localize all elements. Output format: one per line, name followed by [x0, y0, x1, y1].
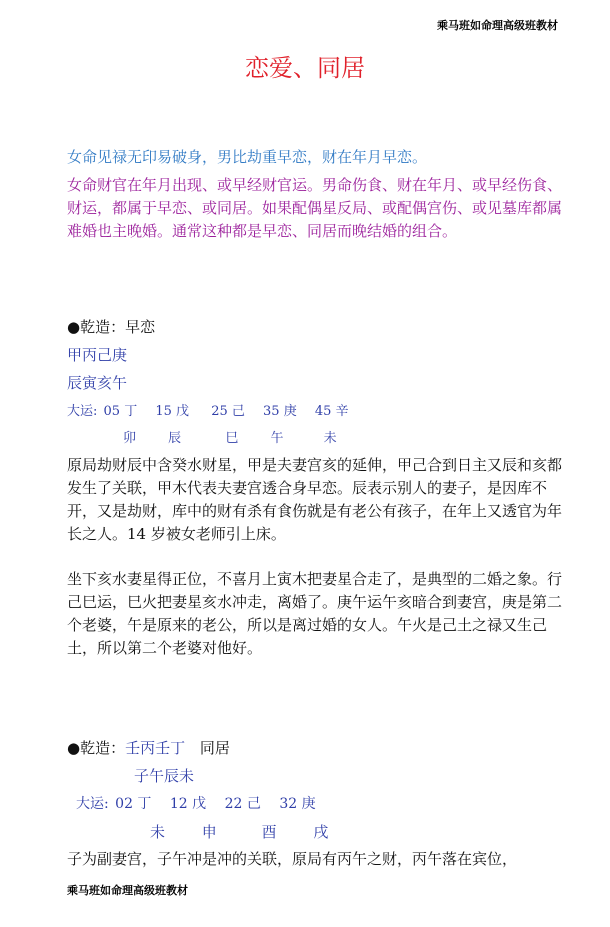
case1-heading: ●乾造：早恋 — [67, 318, 156, 336]
case1-branches: 辰寅亥午 — [67, 374, 128, 392]
page-title: 恋爱、同居 — [245, 54, 365, 82]
case2-paragraph-1: 子为副妻宫，子午冲是冲的关联，原局有丙午之财，丙午落在宾位， — [67, 850, 518, 868]
dayun-branch: 酉 — [261, 823, 277, 841]
dayun-item: 32 庚 — [279, 796, 316, 812]
case1-paragraph-1: 原局劫财辰中含癸水财星，甲是夫妻宫亥的延伸，甲己合到日主又辰和亥都发生了关联，甲木代表夫妻宫透合身早恋。辰表示别人的妻子，是因库不开，又是劫财，库中的财有杀有食伤就是有老公有孩子，在年上又透官为年长之人。14 岁被女老师引上床。 — [67, 456, 563, 543]
case1-dayun-row — [67, 401, 349, 423]
page-header: 乘马班如命理高级班教材 — [437, 19, 558, 32]
dayun-branch: 卯 — [123, 431, 137, 446]
dayun-label: 大运: — [76, 796, 109, 812]
case2-note: 同居 — [199, 739, 230, 757]
case2-dayun-branches-row — [150, 821, 328, 843]
page-footer: 乘马班如命理高级班教材 — [67, 884, 188, 897]
case2-stems: 壬丙壬丁 — [125, 739, 186, 757]
dayun-item: 05 丁 — [103, 404, 138, 419]
dayun-item: 12 戊 — [169, 796, 207, 812]
case2-heading-row — [67, 737, 230, 759]
dayun-item: 15 戊 — [155, 404, 190, 419]
dayun-item: 35 庚 — [263, 404, 297, 419]
dayun-branch: 申 — [201, 823, 217, 841]
intro-blue-line: 女命见禄无印易破身，男比劫重早恋，财在年月早恋。 — [67, 148, 428, 166]
dayun-branch: 巳 — [225, 431, 239, 446]
case1-paragraph-2: 坐下亥水妻星得正位，不喜月上寅木把妻星合走了，是典型的二婚之象。行己巳运，巳火把妻星亥水冲走，离婚了。庚午运午亥暗合到妻宫，庚是第二个老婆，午是原来的老公，所以是离过婚的女人。午火是己土之禄又生己土，所以第二个老婆对他好。 — [67, 570, 563, 657]
dayun-item: 45 辛 — [314, 404, 349, 419]
case2-branches: 子午辰未 — [134, 767, 195, 785]
dayun-branch: 未 — [323, 431, 337, 446]
case1-stems: 甲丙己庚 — [67, 346, 128, 364]
dayun-item: 25 己 — [211, 404, 245, 419]
dayun-branch: 未 — [150, 823, 166, 841]
case2-dayun-row — [76, 793, 316, 815]
case1-dayun-branches-row — [123, 428, 337, 450]
case2-heading: ●乾造： — [67, 739, 126, 757]
dayun-branch: 午 — [270, 431, 284, 446]
dayun-branch: 戌 — [313, 823, 329, 841]
dayun-item: 02 丁 — [115, 796, 152, 812]
intro-purple-paragraph: 女命财官在年月出现、或早经财官运。男命伤食、财在年月、或早经伤食、财运，都属于早恋、或同居。如果配偶星反局、或配偶宫伤、或见墓库都属难婚也主晚婚。通常这种都是早恋、同居而晚结婚的组合。 — [67, 176, 563, 240]
dayun-item: 22 己 — [224, 796, 261, 812]
dayun-branch: 辰 — [168, 431, 182, 446]
dayun-label: 大运: — [67, 404, 98, 419]
